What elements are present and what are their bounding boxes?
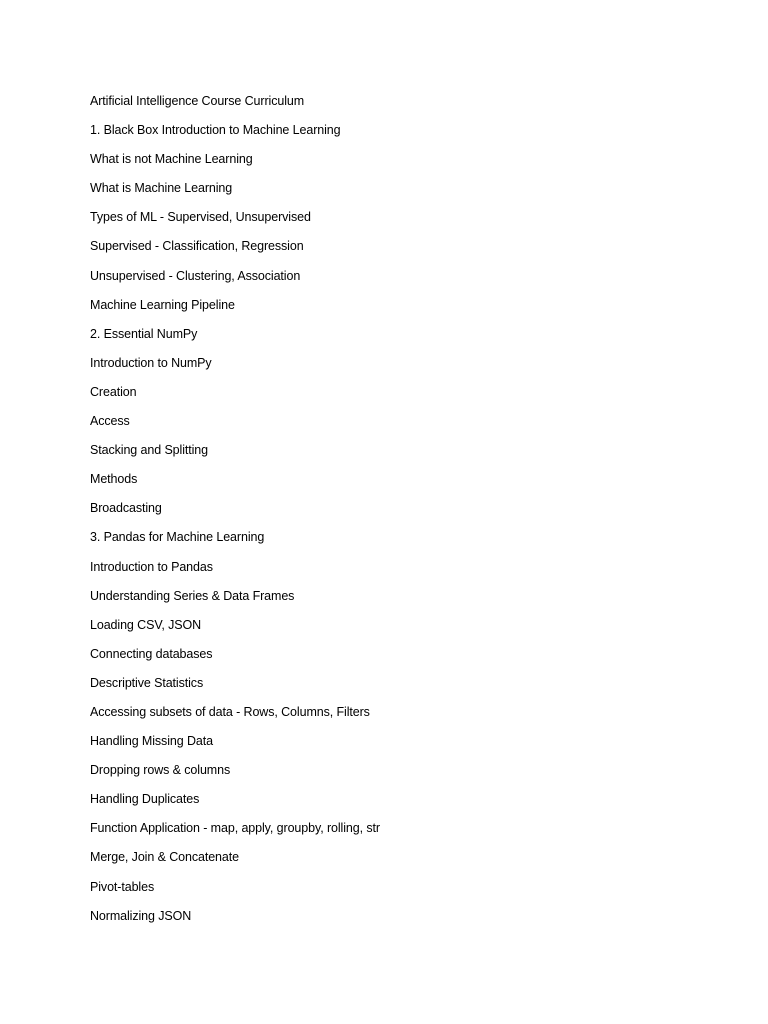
list-item: Supervised - Classification, Regression bbox=[90, 239, 304, 254]
list-item: Unsupervised - Clustering, Association bbox=[90, 268, 301, 283]
list-item: Machine Learning Pipeline bbox=[90, 297, 235, 312]
section-heading-3: 3. Pandas for Machine Learning bbox=[90, 530, 265, 545]
list-item: Stacking and Splitting bbox=[90, 443, 209, 458]
list-item: What is Machine Learning bbox=[90, 181, 233, 196]
list-item: Methods bbox=[90, 472, 138, 487]
list-item: Introduction to Pandas bbox=[90, 559, 213, 574]
list-item: Pivot-tables bbox=[90, 879, 155, 894]
list-item: Loading CSV, JSON bbox=[90, 617, 202, 632]
list-item: Understanding Series & Data Frames bbox=[90, 588, 295, 603]
curriculum-list bbox=[90, 91, 380, 935]
list-item: Function Application - map, apply, groupby, rolling, str bbox=[90, 821, 380, 836]
list-item: Accessing subsets of data - Rows, Columns, Filters bbox=[90, 704, 370, 719]
section-heading-2: 2. Essential NumPy bbox=[90, 326, 198, 341]
list-item: Introduction to NumPy bbox=[90, 355, 212, 370]
list-item: Dropping rows & columns bbox=[90, 763, 231, 778]
list-item: Types of ML - Supervised, Unsupervised bbox=[90, 210, 311, 225]
list-item: Normalizing JSON bbox=[90, 908, 192, 923]
section-heading-1: 1. Black Box Introduction to Machine Learning bbox=[90, 123, 341, 138]
list-item: What is not Machine Learning bbox=[90, 152, 253, 167]
list-item: Descriptive Statistics bbox=[90, 675, 204, 690]
list-item: Handling Duplicates bbox=[90, 792, 200, 807]
document-title: Artificial Intelligence Course Curriculum bbox=[90, 94, 305, 108]
list-item: Merge, Join & Concatenate bbox=[90, 850, 239, 865]
list-item: Connecting databases bbox=[90, 646, 213, 661]
list-item: Broadcasting bbox=[90, 501, 162, 516]
list-item: Creation bbox=[90, 384, 137, 399]
list-item: Access bbox=[90, 414, 130, 429]
list-item: Handling Missing Data bbox=[90, 734, 213, 749]
